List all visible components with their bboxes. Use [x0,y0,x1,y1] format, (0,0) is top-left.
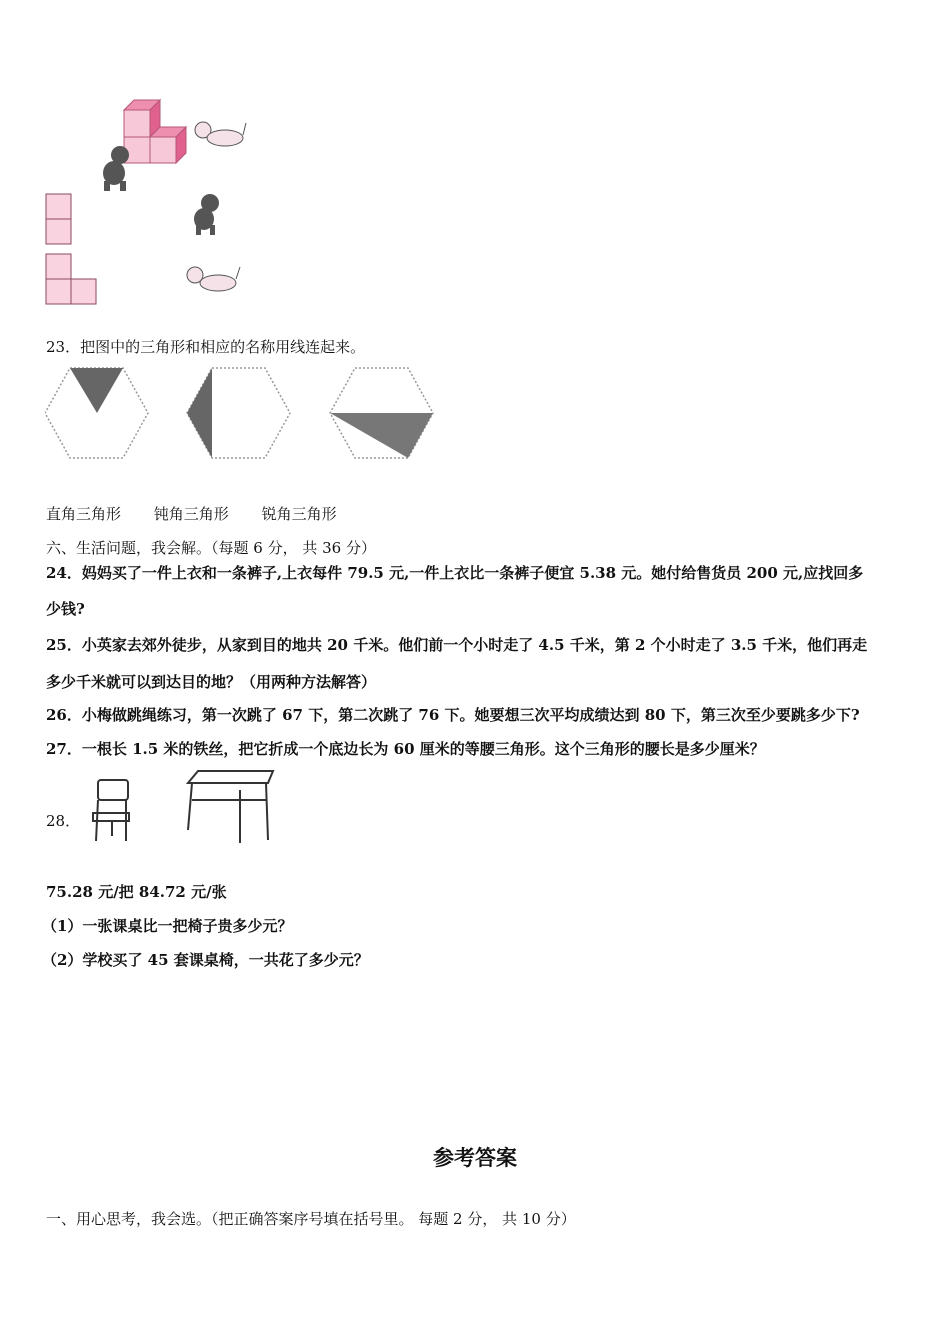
question-28-number: 28． [46,812,81,830]
obtuse-triangle-shape [187,368,212,458]
name-obtuse-triangle: 钝角三角形 [153,505,229,523]
section-6-heading: 六、生活问题，我会解。（每题 6 分， 共 36 分） [46,539,376,557]
desk-icon [188,771,273,843]
front-view [46,194,71,244]
answers-title: 参考答案 [433,1145,517,1170]
name-acute-triangle: 锐角三角形 [261,505,337,523]
hexagon-triangles-figure [45,365,445,465]
side-view [46,254,96,304]
chair-desk-figure [88,768,288,848]
monkey-icon [103,146,129,191]
answers-section-1-heading: 一、用心思考，我会选。（把正确答案序号填在括号里。 每题 2 分， 共 10 分） [46,1210,576,1228]
chair-icon [93,780,129,841]
right-triangle-shape [330,413,433,458]
monkey-icon [194,194,219,235]
triangle-names [46,503,365,524]
question-25-line1: 25．小英家去郊外徒步，从家到目的地共 20 千米。他们前一个小时走了 4.5 千米，第 2 个小时走了 3.5 千米，他们再走 [46,636,868,654]
question-27: 27．一根长 1.5 米的铁丝，把它折成一个底边长为 60 厘米的等腰三角形。这个三角形的腰长是多少厘米？ [46,740,765,758]
question-28-sub1: （1）一张课桌比一把椅子贵多少元？ [42,917,293,935]
dog-icon [187,267,240,291]
question-28-sub2: （2）学校买了 45 套课桌椅，一共花了多少元？ [42,951,369,969]
question-24-line2: 少钱? [46,600,85,618]
question-25-line2: 多少千米就可以到达目的地？（用两种方法解答） [46,673,377,691]
cube-views-figure [40,95,260,310]
question-26: 26．小梅做跳绳练习，第一次跳了 67 下，第二次跳了 76 下。她要想三次平均成绩达到 80 下，第三次至少要跳多少下? [46,706,860,724]
question-28-prices: 75.28 元/把 84.72 元/张 [46,883,227,901]
dog-icon [195,122,246,146]
question-23: 23．把图中的三角形和相应的名称用线连起来。 [46,338,366,356]
question-24-line1: 24．妈妈买了一件上衣和一条裤子,上衣每件 79.5 元,一件上衣比一条裤子便宜 5.38 元。她付给售货员 200 元,应找回多 [46,564,864,582]
cube-stack-3d [124,100,186,163]
name-right-triangle: 直角三角形 [46,505,122,523]
acute-triangle-shape [70,368,123,413]
